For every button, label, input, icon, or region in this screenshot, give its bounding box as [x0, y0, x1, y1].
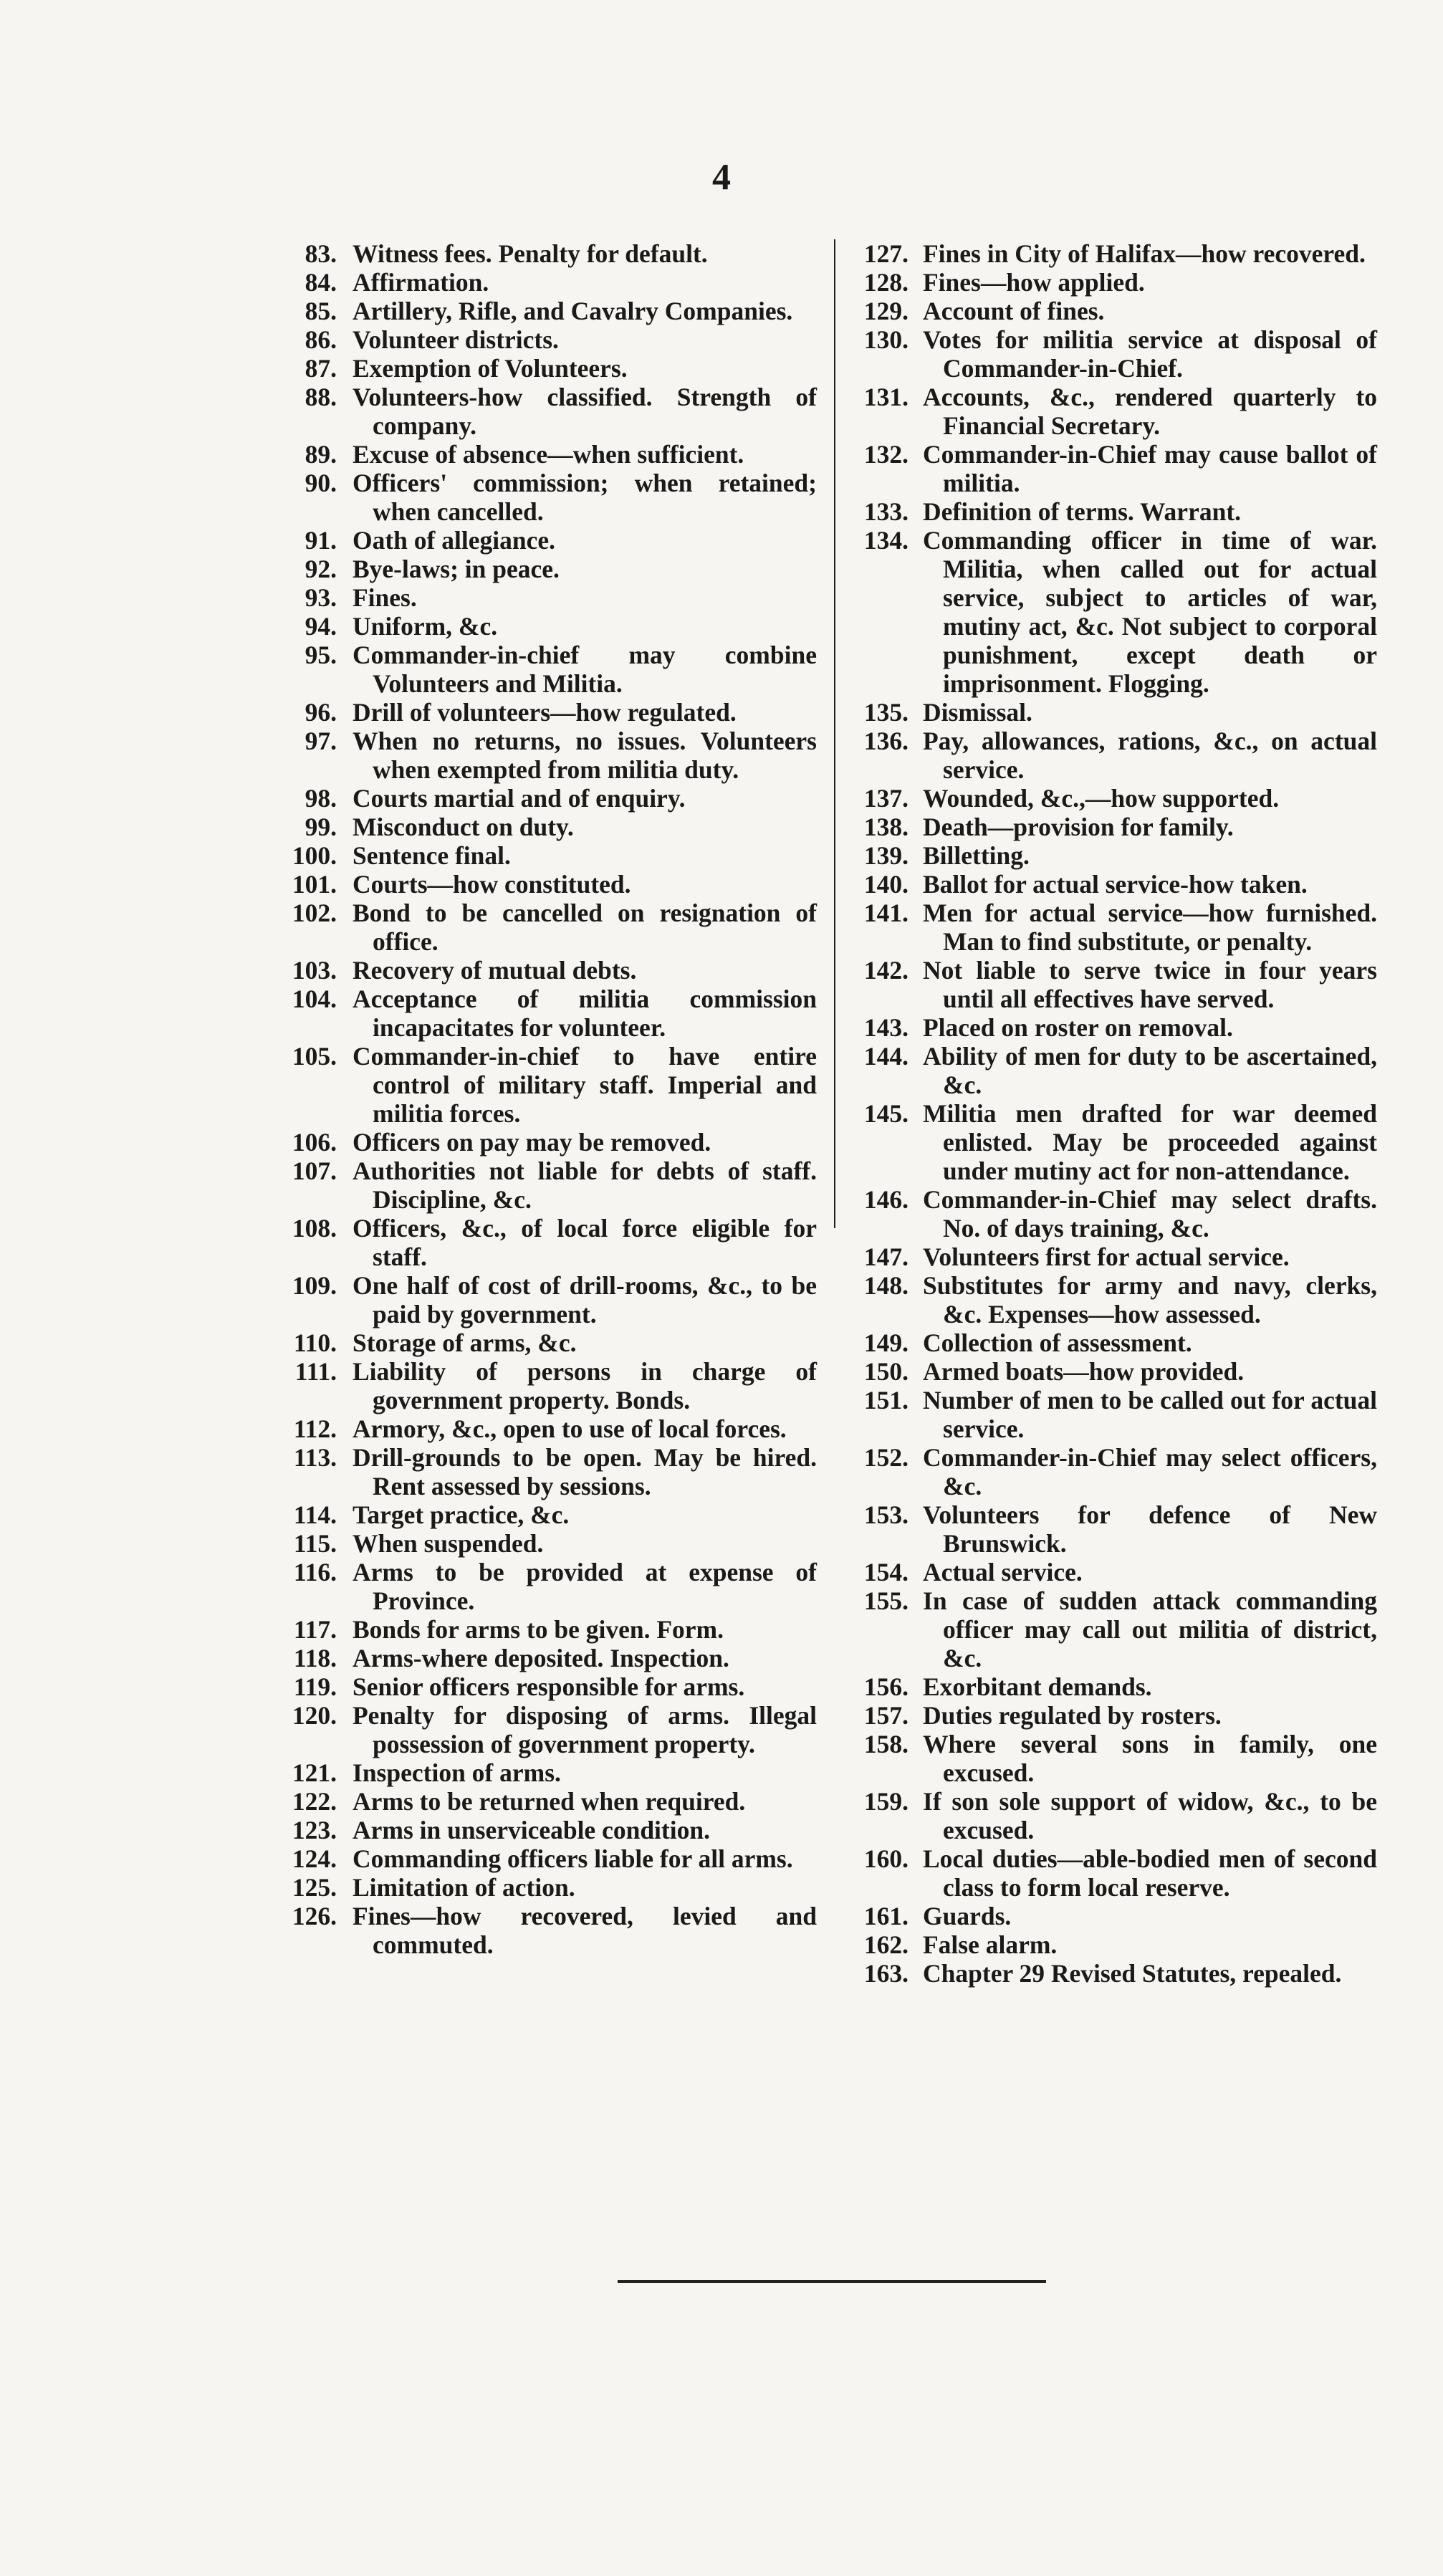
section-title: Fines—how applied. — [923, 268, 1145, 297]
section-title: Billetting. — [923, 841, 1030, 870]
section-number: 89. — [305, 440, 337, 469]
index-entry — [278, 1701, 817, 1758]
section-number: 105. — [292, 1042, 337, 1071]
section-title: Chapter 29 Revised Statutes, repealed. — [923, 1959, 1342, 1988]
index-entry — [851, 727, 1377, 784]
section-title: Affirmation. — [353, 268, 489, 297]
section-title: Uniform, &c. — [353, 612, 498, 641]
section-title: Drill of volunteers—how regulated. — [353, 698, 737, 727]
index-entry — [851, 325, 1377, 383]
section-title: Fines. — [353, 583, 417, 612]
index-entry — [851, 1328, 1377, 1357]
section-number: 85. — [305, 297, 337, 325]
section-title: Collection of assessment. — [923, 1328, 1192, 1357]
section-number: 141. — [863, 899, 909, 927]
index-entry — [851, 1271, 1377, 1328]
section-number: 129. — [863, 297, 909, 325]
section-number: 108. — [292, 1214, 337, 1242]
section-number: 148. — [863, 1271, 909, 1300]
index-entry — [278, 1816, 817, 1844]
index-entry — [851, 870, 1377, 899]
section-number: 88. — [305, 383, 337, 411]
index-entry — [851, 1242, 1377, 1271]
index-entry — [851, 1586, 1377, 1672]
section-title: Officers on pay may be removed. — [353, 1128, 711, 1157]
section-number: 135. — [863, 698, 909, 727]
section-title: Drill-grounds to be open. May be hired. Rent assessed by sessions. — [353, 1443, 817, 1500]
section-title: Recovery of mutual debts. — [353, 956, 637, 985]
section-title: Penalty for disposing of arms. Illegal possession of government property. — [353, 1701, 817, 1758]
section-number: 122. — [292, 1787, 337, 1816]
section-title: Bye-laws; in peace. — [353, 555, 560, 583]
index-entry — [851, 1099, 1377, 1185]
section-number: 128. — [863, 268, 909, 297]
section-number: 97. — [305, 727, 337, 755]
index-entry — [278, 1500, 817, 1529]
section-number: 163. — [863, 1959, 909, 1988]
section-number: 151. — [863, 1386, 909, 1414]
section-number: 87. — [305, 354, 337, 383]
section-title: Misconduct on duty. — [353, 813, 574, 841]
index-entry — [278, 354, 817, 383]
index-entry — [278, 1758, 817, 1787]
section-number: 90. — [305, 469, 337, 497]
index-entry — [851, 268, 1377, 297]
section-title: Fines—how recovered, levied and commuted. — [353, 1902, 817, 1959]
section-title: Arms to be provided at expense of Province. — [353, 1558, 817, 1615]
section-title: In case of sudden attack commanding officer may call out militia of district, &c. — [923, 1586, 1377, 1672]
index-entry — [278, 1157, 817, 1214]
index-entry — [278, 383, 817, 440]
section-number: 138. — [863, 813, 909, 841]
section-title: Storage of arms, &c. — [353, 1328, 577, 1357]
section-number: 99. — [305, 813, 337, 841]
section-number: 94. — [305, 612, 337, 641]
section-number: 110. — [293, 1328, 337, 1357]
section-title: Local duties—able-bodied men of second class to form local reserve. — [923, 1844, 1377, 1902]
section-number: 111. — [294, 1357, 337, 1386]
index-entry — [851, 1672, 1377, 1701]
index-entry — [851, 1443, 1377, 1500]
index-entry — [278, 784, 817, 813]
index-entry — [851, 383, 1377, 440]
closing-rule — [618, 2280, 1046, 2283]
section-number: 109. — [292, 1271, 337, 1300]
index-entry — [851, 497, 1377, 526]
section-number: 92. — [305, 555, 337, 583]
section-title: Commander-in-Chief may select drafts. No. of days training, &c. — [923, 1185, 1377, 1242]
section-number: 124. — [292, 1844, 337, 1873]
index-entry — [278, 440, 817, 469]
index-entry — [278, 1672, 817, 1701]
section-title: Substitutes for army and navy, clerks, &c. Expenses—how assessed. — [923, 1271, 1377, 1328]
index-entry — [278, 1644, 817, 1672]
index-entry — [851, 1701, 1377, 1730]
section-title: Volunteers-how classified. Strength of company. — [353, 383, 817, 440]
index-entry — [278, 268, 817, 297]
section-title: Commanding officer in time of war. Militia, when called out for actual service, subject to articles of war, mutiny act, &c. Not subject to corporal punishment, except death or imprisonment. Flogging. — [923, 526, 1377, 698]
section-title: Armory, &c., open to use of local forces. — [353, 1414, 787, 1443]
section-number: 118. — [293, 1644, 337, 1672]
index-entry — [278, 583, 817, 612]
section-title: Placed on roster on removal. — [923, 1013, 1233, 1042]
section-number: 139. — [863, 841, 909, 870]
section-title: Volunteer districts. — [353, 325, 559, 354]
index-entry — [278, 1787, 817, 1816]
section-title: Authorities not liable for debts of staff. Discipline, &c. — [353, 1157, 817, 1214]
section-number: 101. — [292, 870, 337, 899]
section-number: 130. — [863, 325, 909, 354]
index-entry — [851, 239, 1377, 268]
index-entry — [851, 1959, 1377, 1988]
section-number: 143. — [863, 1013, 909, 1042]
section-title: When suspended. — [353, 1529, 544, 1558]
section-number: 127. — [863, 239, 909, 268]
index-entry — [278, 1042, 817, 1128]
section-number: 100. — [292, 841, 337, 870]
index-entry — [278, 1357, 817, 1414]
index-entry — [278, 698, 817, 727]
index-entry — [278, 1873, 817, 1902]
index-entry — [851, 1386, 1377, 1443]
index-entry — [278, 297, 817, 325]
section-title: Accounts, &c., rendered quarterly to Financial Secretary. — [923, 383, 1377, 440]
section-title: Commander-in-chief to have entire control of military staff. Imperial and militia forces. — [353, 1042, 817, 1128]
section-number: 114. — [293, 1500, 337, 1529]
section-title: Liability of persons in charge of government property. Bonds. — [353, 1357, 817, 1414]
section-title: Courts martial and of enquiry. — [353, 784, 686, 813]
section-title: Pay, allowances, rations, &c., on actual service. — [923, 727, 1377, 784]
index-entry — [278, 813, 817, 841]
section-title: Arms in unserviceable condition. — [353, 1816, 710, 1844]
index-entry — [851, 440, 1377, 497]
section-number: 95. — [305, 641, 337, 669]
index-entry — [278, 1271, 817, 1328]
section-number: 145. — [863, 1099, 909, 1128]
section-title: Fines in City of Halifax—how recovered. — [923, 239, 1366, 268]
section-title: Number of men to be called out for actual service. — [923, 1386, 1377, 1443]
section-number: 162. — [863, 1930, 909, 1959]
index-entry — [278, 985, 817, 1042]
section-number: 147. — [863, 1242, 909, 1271]
section-title: Acceptance of militia commission incapacitates for volunteer. — [353, 985, 817, 1042]
section-title: Arms to be returned when required. — [353, 1787, 746, 1816]
section-number: 102. — [292, 899, 337, 927]
section-title: Commander-in-Chief may select officers, &c. — [923, 1443, 1377, 1500]
index-entry — [851, 784, 1377, 813]
section-number: 160. — [863, 1844, 909, 1873]
section-number: 103. — [292, 956, 337, 985]
section-title: Arms-where deposited. Inspection. — [353, 1644, 729, 1672]
section-title: Target practice, &c. — [353, 1500, 570, 1529]
index-entry — [851, 1500, 1377, 1558]
index-entry — [851, 1185, 1377, 1242]
section-number: 154. — [863, 1558, 909, 1586]
index-entry — [278, 727, 817, 784]
section-title: Artillery, Rifle, and Cavalry Companies. — [353, 297, 793, 325]
section-title: Officers, &c., of local force eligible for staff. — [353, 1214, 817, 1271]
section-title: Votes for militia service at disposal of Commander-in-Chief. — [923, 325, 1377, 383]
section-title: Duties regulated by rosters. — [923, 1701, 1222, 1730]
section-title: Volunteers for defence of New Brunswick. — [923, 1500, 1377, 1558]
index-entry — [851, 899, 1377, 956]
section-number: 149. — [863, 1328, 909, 1357]
index-entry — [278, 870, 817, 899]
left-column — [278, 239, 817, 1959]
index-entry — [278, 1214, 817, 1271]
section-number: 157. — [863, 1701, 909, 1730]
section-number: 125. — [292, 1873, 337, 1902]
index-entry — [278, 841, 817, 870]
section-number: 120. — [292, 1701, 337, 1730]
section-title: Limitation of action. — [353, 1873, 575, 1902]
index-entry — [851, 698, 1377, 727]
section-title: Commander-in-Chief may cause ballot of militia. — [923, 440, 1377, 497]
section-title: Volunteers first for actual service. — [923, 1242, 1290, 1271]
section-number: 142. — [863, 956, 909, 985]
index-entry — [278, 555, 817, 583]
section-title: Bonds for arms to be given. Form. — [353, 1615, 724, 1644]
section-title: If son sole support of widow, &c., to be excused. — [923, 1787, 1377, 1844]
index-entry — [851, 1558, 1377, 1586]
index-entry — [851, 1042, 1377, 1099]
section-title: Death—provision for family. — [923, 813, 1234, 841]
section-number: 159. — [863, 1787, 909, 1816]
section-number: 86. — [305, 325, 337, 354]
section-number: 156. — [863, 1672, 909, 1701]
section-title: Inspection of arms. — [353, 1758, 561, 1787]
index-entry — [278, 1128, 817, 1157]
section-title: Officers' commission; when retained; when cancelled. — [353, 469, 817, 526]
section-title: Wounded, &c.,—how supported. — [923, 784, 1280, 813]
section-number: 158. — [863, 1730, 909, 1758]
index-entry — [278, 1558, 817, 1615]
index-entry — [278, 469, 817, 526]
section-title: Sentence final. — [353, 841, 511, 870]
section-title: Commanding officers liable for all arms. — [353, 1844, 793, 1873]
index-entry — [278, 1328, 817, 1357]
index-entry — [851, 526, 1377, 698]
section-title: Ballot for actual service-how taken. — [923, 870, 1308, 899]
section-number: 146. — [863, 1185, 909, 1214]
section-title: Guards. — [923, 1902, 1012, 1930]
section-title: Commander-in-chief may combine Volunteers and Militia. — [353, 641, 817, 698]
section-title: Actual service. — [923, 1558, 1083, 1586]
index-entry — [851, 1902, 1377, 1930]
section-title: Excuse of absence—when sufficient. — [353, 440, 744, 469]
section-number: 116. — [293, 1558, 337, 1586]
section-title: False alarm. — [923, 1930, 1058, 1959]
section-title: Courts—how constituted. — [353, 870, 631, 899]
index-entry — [851, 956, 1377, 1013]
index-entry — [851, 297, 1377, 325]
right-column — [851, 239, 1377, 1988]
index-entry — [851, 1844, 1377, 1902]
section-title: Definition of terms. Warrant. — [923, 497, 1242, 526]
section-number: 113. — [293, 1443, 337, 1472]
section-number: 119. — [293, 1672, 337, 1701]
section-number: 98. — [305, 784, 337, 813]
section-title: Account of fines. — [923, 297, 1105, 325]
index-entry — [278, 956, 817, 985]
section-title: Senior officers responsible for arms. — [353, 1672, 745, 1701]
section-title: Not liable to serve twice in four years until all effectives have served. — [923, 956, 1377, 1013]
section-number: 133. — [863, 497, 909, 526]
section-number: 121. — [292, 1758, 337, 1787]
section-number: 153. — [863, 1500, 909, 1529]
section-number: 115. — [293, 1529, 337, 1558]
page-number: 4 — [712, 157, 731, 198]
section-title: Exemption of Volunteers. — [353, 354, 628, 383]
section-number: 91. — [305, 526, 337, 555]
section-title: Militia men drafted for war deemed enlisted. May be proceeded against under mutiny act for non-attendance. — [923, 1099, 1377, 1185]
section-title: One half of cost of drill-rooms, &c., to be paid by government. — [353, 1271, 817, 1328]
section-title: Men for actual service—how furnished. Man to find substitute, or penalty. — [923, 899, 1377, 956]
index-entry — [278, 1443, 817, 1500]
section-number: 112. — [293, 1414, 337, 1443]
section-number: 84. — [305, 268, 337, 297]
section-number: 83. — [305, 239, 337, 268]
section-number: 155. — [863, 1586, 909, 1615]
section-title: Dismissal. — [923, 698, 1032, 727]
index-entry — [851, 841, 1377, 870]
index-entry — [278, 641, 817, 698]
section-number: 161. — [863, 1902, 909, 1930]
index-entry — [278, 526, 817, 555]
section-number: 144. — [863, 1042, 909, 1071]
section-number: 134. — [863, 526, 909, 555]
index-entry — [851, 1013, 1377, 1042]
index-entry — [278, 1902, 817, 1959]
section-number: 136. — [863, 727, 909, 755]
section-number: 140. — [863, 870, 909, 899]
index-entry — [278, 612, 817, 641]
section-title: Armed boats—how provided. — [923, 1357, 1245, 1386]
section-title: Ability of men for duty to be ascertained, &c. — [923, 1042, 1377, 1099]
section-number: 104. — [292, 985, 337, 1013]
section-number: 123. — [292, 1816, 337, 1844]
index-entry — [278, 899, 817, 956]
column-divider — [834, 239, 835, 1228]
index-entry — [851, 813, 1377, 841]
section-title: Oath of allegiance. — [353, 526, 555, 555]
section-number: 132. — [863, 440, 909, 469]
index-entry — [851, 1730, 1377, 1787]
index-entry — [278, 1529, 817, 1558]
index-entry — [278, 1414, 817, 1443]
index-entry — [851, 1930, 1377, 1959]
section-number: 152. — [863, 1443, 909, 1472]
index-entry — [278, 1615, 817, 1644]
section-number: 117. — [293, 1615, 337, 1644]
section-number: 107. — [292, 1157, 337, 1185]
section-number: 96. — [305, 698, 337, 727]
section-number: 106. — [292, 1128, 337, 1157]
index-entry — [278, 325, 817, 354]
section-number: 150. — [863, 1357, 909, 1386]
index-entry — [851, 1357, 1377, 1386]
section-number: 137. — [863, 784, 909, 813]
index-entry — [851, 1787, 1377, 1844]
section-title: Witness fees. Penalty for default. — [353, 239, 708, 268]
section-title: When no returns, no issues. Volunteers when exempted from militia duty. — [353, 727, 817, 784]
section-title: Bond to be cancelled on resignation of office. — [353, 899, 817, 956]
section-title: Where several sons in family, one excused. — [923, 1730, 1377, 1787]
section-number: 131. — [863, 383, 909, 411]
index-entry — [278, 239, 817, 268]
section-title: Exorbitant demands. — [923, 1672, 1152, 1701]
index-entry — [278, 1844, 817, 1873]
section-number: 93. — [305, 583, 337, 612]
section-number: 126. — [292, 1902, 337, 1930]
